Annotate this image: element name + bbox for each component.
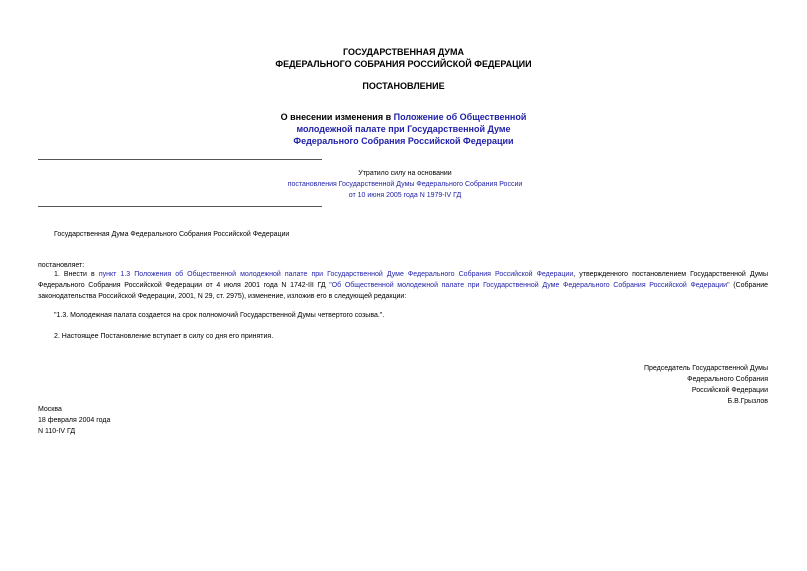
signature-line2: Федерального Собрания bbox=[687, 376, 768, 383]
signature-line3: Российской Федерации bbox=[691, 387, 768, 394]
item1-paragraph bbox=[38, 269, 768, 302]
item1-decree-link[interactable]: "Об Общественной молодежной палате при Государственной Думе Федерального Собрания Российской Федерации" bbox=[329, 282, 730, 289]
footer-date: 18 февраля 2004 года bbox=[38, 417, 111, 424]
document-type: ПОСТАНОВЛЕНИЕ bbox=[362, 81, 445, 91]
divider-top bbox=[38, 159, 322, 160]
footer-number: N 110-IV ГД bbox=[38, 428, 76, 435]
item1-lead: 1. Внести в bbox=[54, 271, 99, 278]
status-line1: Утратило силу на основании bbox=[358, 170, 452, 177]
status-link-line2[interactable]: постановления Государственной Думы Федерального Собрания России bbox=[287, 181, 523, 188]
decrees-word: постановляет: bbox=[38, 262, 85, 269]
title-link-part1[interactable]: Положение об Общественной bbox=[393, 112, 527, 122]
status-link-line3[interactable]: от 10 июня 2005 года N 1979-IV ГД bbox=[348, 192, 462, 199]
footer-city: Москва bbox=[38, 406, 62, 413]
item1-point-link[interactable]: пункт 1.3 Положения об Общественной молодежной палате при Государственной Думе Федерального Собрания Российской Федерации bbox=[98, 271, 574, 278]
issuer-line: Государственная Дума Федерального Собрания Российской Федерации bbox=[54, 231, 290, 238]
title-prefix: О внесении изменения в bbox=[280, 112, 394, 122]
item1-end: (Собрание законодательства Российской Федерации, 2001, N 29, ст. 2975), изменение, изложив его в следующей редакции: bbox=[38, 282, 768, 300]
item2-paragraph: 2. Настоящее Постановление вступает в силу со дня его принятия. bbox=[54, 333, 274, 340]
item1-middle: , утвержденного постановлением Государственной Думы Федерального Собрания Российской Федерации от 4 июля 2001 года N 1742-III ГД bbox=[38, 271, 769, 289]
quoted-amendment: "1.3. Молодежная палата создается на срок полномочий Государственной Думы четвертого созыва.". bbox=[54, 312, 385, 319]
signature-line1: Председатель Государственной Думы bbox=[643, 365, 768, 372]
issuer-header-line1: ГОСУДАРСТВЕННАЯ ДУМА bbox=[342, 47, 465, 57]
signature-name: Б.В.Грызлов bbox=[727, 398, 768, 405]
title-link-part2[interactable]: молодежной палате при Государственной Думе bbox=[296, 124, 511, 134]
document-title-line1 bbox=[0, 111, 807, 123]
issuer-header-line2: ФЕДЕРАЛЬНОГО СОБРАНИЯ РОССИЙСКОЙ ФЕДЕРАЦИИ bbox=[275, 59, 532, 69]
divider-bottom bbox=[38, 206, 322, 207]
title-link-part3[interactable]: Федерального Собрания Российской Федерации bbox=[293, 136, 514, 146]
